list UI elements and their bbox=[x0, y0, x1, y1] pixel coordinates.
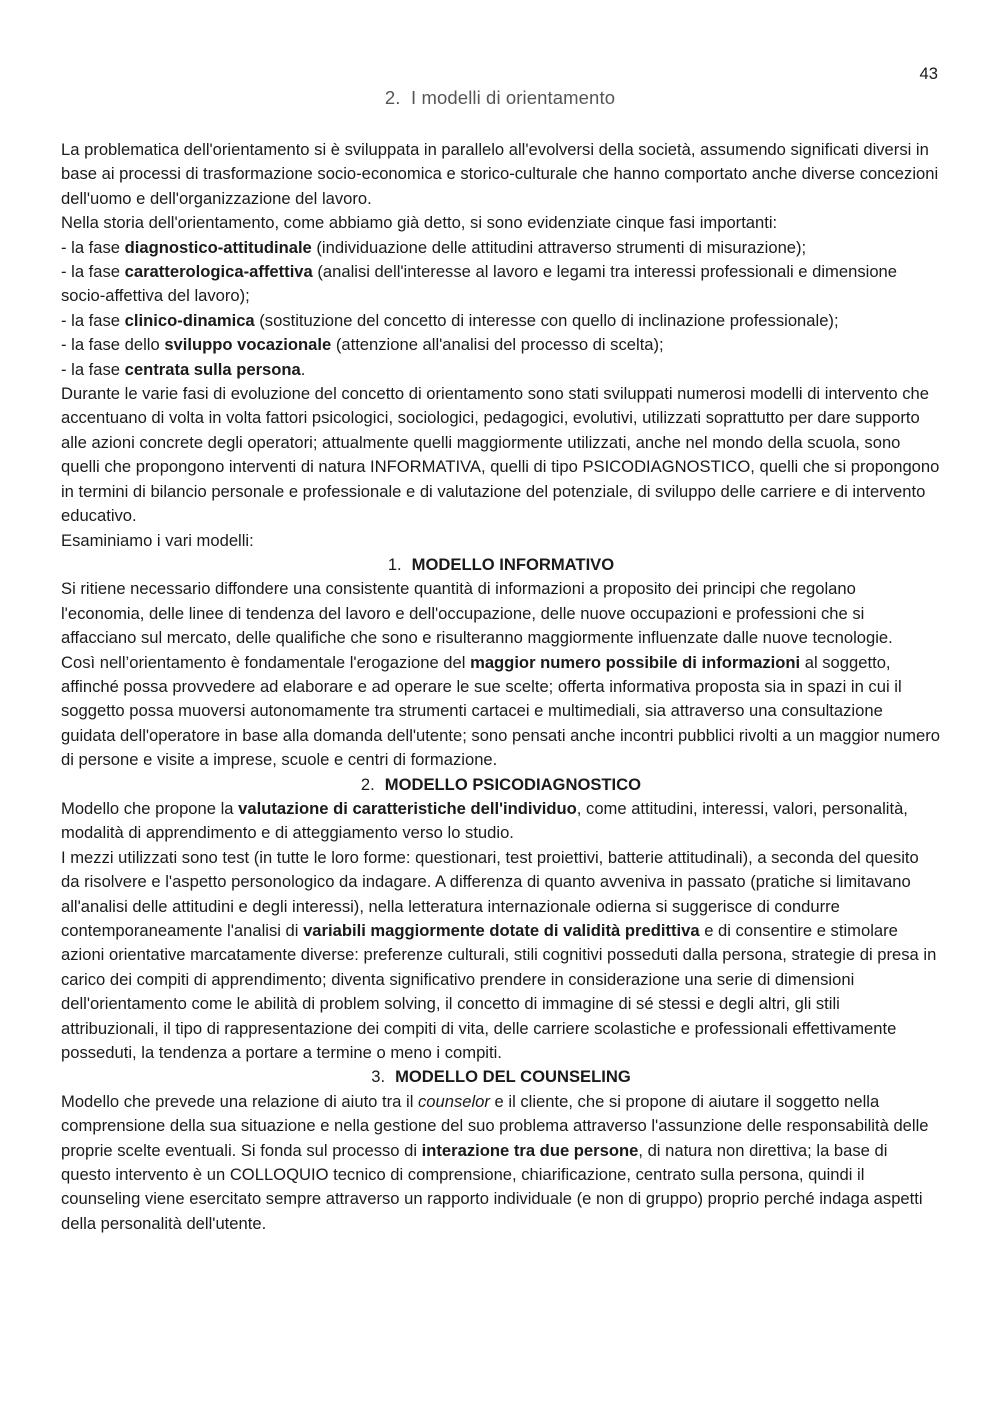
examine-paragraph: Esaminiamo i vari modelli: bbox=[61, 530, 254, 550]
intro-paragraph: La problematica dell'orientamento si è sviluppata in parallelo all'evolversi della società, assumendo significati diversi in base ai processi di trasformazione socio-economica e storico-culturale che hanno comportato anche diverse concezioni dell'uomo e dell'organizzazione del lavoro. bbox=[61, 140, 939, 208]
phase-prefix: - la fase bbox=[61, 262, 125, 282]
model-heading-psicodiagnostico bbox=[61, 773, 941, 797]
phase-name: clinico-dinamica bbox=[124, 310, 255, 330]
history-paragraph: Nella storia dell'orientamento, come abbiamo già detto, si sono evidenziate cinque fasi importanti: bbox=[61, 213, 778, 233]
phase-description: (sostituzione del concetto di interesse con quello di inclinazione professionale); bbox=[254, 310, 839, 330]
model2-paragraph-2 bbox=[61, 846, 941, 1066]
phase-description: . bbox=[300, 359, 306, 379]
text-run: Così nell’orientamento è fondamentale l'erogazione del bbox=[61, 652, 471, 672]
section-title-text: I modelli di orientamento bbox=[411, 87, 616, 108]
phase-item bbox=[61, 333, 941, 357]
model-heading-informativo bbox=[61, 553, 941, 577]
phase-prefix: - la fase bbox=[61, 237, 125, 257]
phase-item bbox=[61, 309, 941, 333]
phase-description: (attenzione all'analisi del processo di scelta); bbox=[331, 335, 664, 355]
phase-prefix: - la fase bbox=[61, 310, 125, 330]
text-run: I mezzi utilizzati sono test (in tutte le loro forme: questionari, test proiettivi, batterie attitudinali), a seconda del quesito da risolvere e l'aspetto personologico da indagare. A differenza di quanto avveniva in passato (pratiche si limitavano all'analisi delle attitudini e degli interessi), nella letteratura internazionale odierna si suggerisce di condurre contemporaneamente l'analisi di bbox=[61, 847, 919, 940]
model1-paragraph-2 bbox=[61, 651, 941, 773]
model-title: MODELLO INFORMATIVO bbox=[411, 554, 615, 574]
model2-paragraph-1 bbox=[61, 797, 941, 846]
text-run: al soggetto, affinché possa provvedere ad elaborare e ad operare le sue scelte; offerta informativa proposta sia in spazi in cui il soggetto possa muoversi autonomamente tra strumenti cartacei e multimediali, sia attraverso una consultazione guidata dell'operatore in base alla domanda dell'utente; sono pensati anche incontri pubblici rivolti a un maggior numero di persone e visite a imprese, scuole e centri di formazione. bbox=[61, 652, 940, 770]
bold-text: valutazione di caratteristiche dell'individuo bbox=[238, 798, 577, 818]
text-run: , di natura non direttiva; la base di questo intervento è un COLLOQUIO tecnico di comprensione, chiarificazione, centrato sulla persona, quindi il counseling viene esercitato sempre attraverso un rapporto individuale (e non di gruppo) proprio perché indaga aspetti della personalità dell'utente. bbox=[61, 1140, 923, 1233]
phase-prefix: - la fase bbox=[61, 359, 125, 379]
model1-paragraph-1: Si ritiene necessario diffondere una consistente quantità di informazioni a proposito dei principi che regolano l'economia, delle linee di tendenza del lavoro e dell'occupazione, delle nuove occupazioni e professioni che si affacciano sul mercato, delle qualifiche che sono e risulteranno maggiormente influenzate dalle nuove tecnologie. bbox=[61, 579, 893, 648]
phase-name: sviluppo vocazionale bbox=[164, 335, 332, 355]
bold-text: interazione tra due persone bbox=[421, 1140, 639, 1160]
model-heading-counseling bbox=[61, 1065, 941, 1089]
phase-description: (analisi dell'interesse al lavoro e legami tra interessi professionali e dimensione socio-affettiva del lavoro); bbox=[61, 262, 898, 306]
section-number: 2. bbox=[384, 87, 401, 108]
phase-name: diagnostico-attitudinale bbox=[124, 237, 312, 257]
phase-name: caratterologica-affettiva bbox=[124, 262, 313, 282]
italic-text: counselor bbox=[417, 1091, 490, 1111]
phase-description: (individuazione delle attitudini attraverso strumenti di misurazione); bbox=[311, 237, 807, 257]
body-text bbox=[61, 138, 941, 1236]
model3-paragraph-1 bbox=[61, 1090, 941, 1236]
evolution-paragraph: Durante le varie fasi di evoluzione del concetto di orientamento sono stati sviluppati numerosi modelli di intervento che accentuano di volta in volta fattori psicologici, sociologici, pedagogici, evolutivi, utilizzati soprattutto per dare supporto alle azioni concrete degli operatori; attualmente quelli maggiormente utilizzati, anche nel mondo della scuola, sono quelli che propongono interventi di natura INFORMATIVA, quelli di tipo PSICODIAGNOSTICO, quelli che si propongono in termini di bilancio personale e professionale e di valutazione del potenziale, di sviluppo delle carriere e di intervento educativo. bbox=[61, 384, 940, 526]
phase-item bbox=[61, 260, 941, 309]
model-number: 2. bbox=[360, 774, 375, 794]
model-title: MODELLO PSICODIAGNOSTICO bbox=[384, 774, 642, 794]
phase-prefix: - la fase dello bbox=[61, 335, 165, 355]
section-title bbox=[0, 86, 1000, 110]
text-run: e il cliente, che si propone di aiutare il soggetto nella comprensione della sua situazione e nella gestione del suo problema attraverso l'assunzione delle responsabilità delle proprie scelte eventuali. Si fonda sul processo di bbox=[61, 1091, 929, 1160]
phase-item bbox=[61, 236, 941, 260]
bold-text: variabili maggiormente dotate di validità predittiva bbox=[303, 921, 700, 940]
text-run: Modello che prevede una relazione di aiuto tra il bbox=[61, 1091, 418, 1111]
phase-item bbox=[61, 358, 941, 382]
model-number: 3. bbox=[371, 1067, 386, 1087]
text-run: e di consentire e stimolare azioni orientative marcatamente diverse: preferenze culturali, stili cognitivi posseduti dalla persona, strategie di presa in carico dei compiti di apprendimento; diventa significativo prendere in considerazione una serie di dimensioni dell'orientamento come le abilità di problem solving, il concetto di immagine di sé stessi e degli altri, gli stili attribuzionali, il tipo di rappresentazione dei compiti di vita, delle carriere scolastiche e professionali effettivamente posseduti, la tendenza a portare a termine o meno i compiti. bbox=[61, 921, 937, 1063]
text-run: Modello che propone la bbox=[61, 798, 239, 818]
phase-name: centrata sulla persona bbox=[124, 359, 301, 379]
model-title: MODELLO DEL COUNSELING bbox=[395, 1067, 631, 1087]
bold-text: maggior numero possibile di informazioni bbox=[470, 652, 801, 672]
model-number: 1. bbox=[387, 554, 402, 574]
page-number: 43 bbox=[919, 64, 938, 83]
text-run: , come attitudini, interessi, valori, personalità, modalità di apprendimento e di atteggiamento verso lo studio. bbox=[61, 798, 908, 843]
